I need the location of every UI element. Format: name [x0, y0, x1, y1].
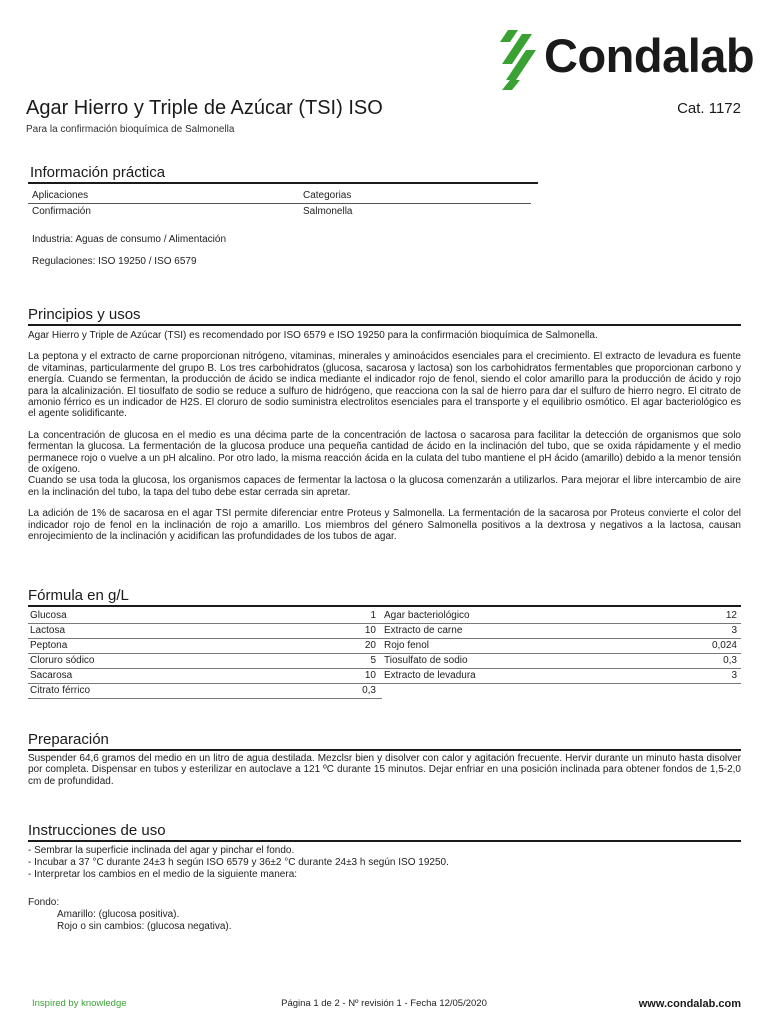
page-subtitle: Para la confirmación bioquímica de Salmonella	[26, 124, 235, 135]
principles-body	[28, 330, 741, 543]
table-row	[382, 609, 741, 624]
section-rule	[28, 182, 538, 184]
ingredient-value: 1	[370, 610, 376, 621]
page-title: Agar Hierro y Triple de Azúcar (TSI) ISO	[26, 97, 383, 119]
brand-logo	[488, 28, 755, 92]
section-title-formula: Fórmula en g/L	[28, 587, 129, 604]
section-rule	[28, 840, 741, 842]
preparation-text: Suspender 64,6 gramos del medio en un litro de agua destilada. Mezclsr bien y disolver con calor y agitación frecuente. Hervir durante un minuto hasta disolver por completa. Dispensar en tubos y esterilizar en autoclave a 121 ºC durante 15 minutos. Dejar enfriar en una posición inclinada para obtener fondos de 1,5-2,0 cm de profundidad.	[28, 753, 741, 787]
footer-page-info: Página 1 de 2 - Nº revisión 1 - Fecha 12/05/2020	[281, 998, 487, 1009]
ingredient-name: Lactosa	[30, 625, 66, 636]
ingredient-value: 20	[364, 640, 376, 651]
table-row	[28, 609, 382, 624]
footer-website-link[interactable]: www.condalab.com	[638, 998, 741, 1010]
table-row	[28, 669, 382, 684]
table-row	[28, 639, 382, 654]
section-title-principles: Principios y usos	[28, 306, 141, 323]
ingredient-value: 10	[364, 670, 376, 681]
principles-paragraph: La peptona y el extracto de carne proporcionan nitrógeno, vitaminas, minerales y aminoácidos esenciales para el crecimiento. El extracto de levadura es fuente de vitaminas, particularmente del grupo B. Los tres carbohidratos (glucosa, sacarosa y lactosa) son los carbohidratos fermentables que proporcionan carbono y energía. Cuando se fermentan, la producción de ácido se indica mediante el indicador rojo de fenol, siendo el color amarillo para la producción de ácido y rojo para la alcalinización. El tiosulfato de sodio se reduce a sulfuro de hidrógeno, que reacciona con la sal de hierro para dar el sulfuro de hierro negro. El citrato de amonio férrico es un indicador de H2S. El cloruro de sodio suministra electrolitos esenciales para el transporte y el equilibrio osmótico. El agar bacteriológico es el agente solidificante.	[28, 351, 741, 420]
ingredient-name: Extracto de carne	[384, 625, 463, 636]
ingredient-value: 0,024	[711, 640, 737, 651]
ingredient-name: Citrato férrico	[30, 685, 91, 696]
table-row	[382, 654, 741, 669]
info-col2-value: Salmonella	[303, 206, 353, 217]
ingredient-name: Cloruro sódico	[30, 655, 95, 666]
principles-paragraph: Cuando se usa toda la glucosa, los organismos capaces de fermentar la lactosa o la glucosa comenzarán a utilizarlos. Para mejorar el libre intercambio de aire en la inclinación del tubo, la tapa del tubo debe estar cerrada sin apretar.	[28, 475, 741, 498]
ingredient-value: 0,3	[362, 685, 376, 696]
instruction-step: - Incubar a 37 °C durante 24±3 h según ISO 6579 y 36±2 °C durante 24±3 h según ISO 19250.	[28, 857, 449, 868]
condalab-logo-icon	[488, 28, 536, 92]
section-title-instructions: Instrucciones de uso	[28, 822, 166, 839]
section-title-info: Información práctica	[30, 164, 166, 181]
table-row	[382, 669, 741, 684]
catalog-number: Cat. 1172	[677, 100, 741, 117]
ingredient-value: 10	[364, 625, 376, 636]
fondo-item: Rojo o sin cambios: (glucosa negativa).	[57, 921, 232, 932]
table-row	[28, 654, 382, 669]
info-divider	[28, 203, 531, 204]
ingredient-name: Peptona	[30, 640, 68, 651]
info-col2-header: Categorias	[303, 190, 352, 201]
ingredient-value: 3	[731, 670, 737, 681]
info-industry: Industria: Aguas de consumo / Alimentación	[32, 234, 227, 245]
ingredient-value: 3	[731, 625, 737, 636]
ingredient-value: 5	[370, 655, 376, 666]
formula-table-left	[28, 609, 382, 699]
brand-name: Condalab	[544, 29, 755, 82]
footer-slogan: Inspired by knowledge	[32, 998, 127, 1009]
info-col1-value: Confirmación	[32, 206, 91, 217]
formula-table-right	[382, 609, 741, 699]
ingredient-value: 0,3	[723, 655, 737, 666]
ingredient-name: Tiosulfato de sodio	[384, 655, 468, 666]
info-col1-header: Aplicaciones	[32, 190, 89, 201]
section-rule	[28, 324, 741, 326]
section-rule	[28, 749, 741, 751]
fondo-item: Amarillo: (glucosa positiva).	[57, 909, 180, 920]
instruction-step: - Interpretar los cambios en el medio de la siguiente manera:	[28, 869, 298, 880]
table-row	[28, 624, 382, 639]
ingredient-name: Glucosa	[30, 610, 67, 621]
ingredient-name: Extracto de levadura	[384, 670, 476, 681]
ingredient-name: Rojo fenol	[384, 640, 430, 651]
table-row	[382, 624, 741, 639]
instructions-body	[28, 845, 741, 933]
fondo-label: Fondo:	[28, 897, 60, 908]
table-row	[382, 639, 741, 654]
principles-paragraph: Agar Hierro y Triple de Azúcar (TSI) es recomendado por ISO 6579 e ISO 19250 para la confirmación bioquímica de Salmonella.	[28, 330, 598, 341]
principles-paragraph: La concentración de glucosa en el medio es una décima parte de la concentración de lactosa o sacarosa para facilitar la detección de organismos que solo fermentan la glucosa. La fermentación de la glucosa produce una pequeña cantidad de ácido en la inclinación del tubo, que se oxida rápidamente y el medio permanece rojo o vuelve a un pH alcalino. Por otro lado, la misma reacción ácida en la culata del tubo mantiene el pH ácido (amarillo) debido a la menor tensión de oxígeno.	[28, 429, 741, 476]
ingredient-value: 12	[725, 610, 737, 621]
section-rule	[28, 605, 741, 607]
ingredient-name: Sacarosa	[30, 670, 73, 681]
ingredient-name: Agar bacteriológico	[384, 610, 470, 621]
principles-paragraph: La adición de 1% de sacarosa en el agar TSI permite diferenciar entre Proteus y Salmonella. La fermentación de la sacarosa por Proteus convierte el color del indicador rojo de fenol en la inclinación de rojo a amarillo. Los miembros del género Salmonella positivos a la dextrosa y negativos a la lactosa, causan enrojecimiento de la inclinación y acidifican las profundidades de los tubos de agar.	[28, 508, 741, 543]
table-row	[28, 684, 382, 699]
instruction-step: - Sembrar la superficie inclinada del agar y pinchar el fondo.	[28, 845, 295, 856]
info-regulations: Regulaciones: ISO 19250 / ISO 6579	[32, 256, 197, 267]
section-title-preparation: Preparación	[28, 731, 109, 748]
